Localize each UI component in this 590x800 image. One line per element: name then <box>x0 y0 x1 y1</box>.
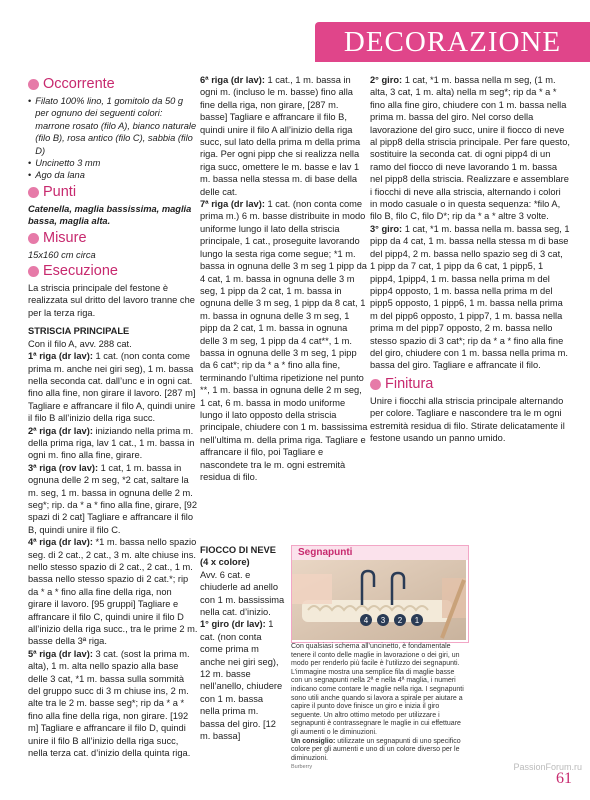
round-2: 2° giro: 1 cat, *1 m. bassa nella m seg, (1 m. alta, 3 cat, 1 m. alta) nella m seg*; rip da * a * fino alla fine giro, chiudere con 1 m. bassa nella prima m. bassa del giro. Nel corso della lavorazione del giro succ, unire il fiocco di neve al pipp8 della striscia principale. Per fare questo, sostituire la seconda cat. di ogni pipp4 di un ramo del fiocco di neve lavorando 1 m. bassa nel pipp8 della striscia. Realizzare e assemblare i fiocchi di neve alla striscia, alternando i colori in modo casuale o in questa sequenza: *filo A, filo B, filo C, filo D*; rip da * a * altre 3 volte. <box>370 75 570 222</box>
column-1 <box>28 74 198 760</box>
watermark-site: PassionForum.ru <box>513 762 582 772</box>
marker-number: 1 <box>414 616 420 625</box>
list-item: • Ago da lana <box>28 169 198 181</box>
row-5: 5ª riga (dr lav): 3 cat. (sost la prima m. alta), 1 m. alta nello spazio alla base delle 3 cat, *1 m. bassa sulla sommità del gruppo succ di 3 m chiuse ins, 2 m. alte tra le 2 m. basse seg*; rip da * a * fino alla fine della riga, non girare. [192 m] Tagliare e affrancare il filo D, quindi unire il filo B all’inizio della riga succ, nella terza cat. d’inizio della quinta riga. <box>28 648 191 759</box>
stitch-marker-photo <box>292 560 466 640</box>
subheading-striscia: STRISCIA PRINCIPALE <box>28 326 130 337</box>
heading-esecuzione: Esecuzione <box>28 263 198 280</box>
row-6: 6ª riga (dr lav): 1 cat., 1 m. bassa in ogni m. (incluso le m. basse) fino alla fine della riga, non girare, [287 m. basse] Tagliare e affrancare il filo B, quindi unire il filo A all’inizio della riga succ, sul lato della prima m della prima riga. Per ogni pipp che si realizza nella riga succ, omettere le m. basse e lav 1 m. bassa nella stessa m. di base della delle cat. <box>200 75 361 197</box>
marker-number: 2 <box>397 616 403 625</box>
heading-occorrente: Occorrente <box>28 76 198 93</box>
bullet-dot-icon <box>28 233 39 244</box>
heading-misure: Misure <box>28 230 198 247</box>
size-text: 15x160 cm circa <box>28 249 96 260</box>
stitch-marker-caption: Con qualsiasi schema all’uncinetto, è fondamentale tenere il conto delle maglie in lavorazione o dei giri, un modo per renderlo più facile è l’utilizzo dei segnapunti. L’immagine mostra una semplice fila di maglie basse con un segnapunti nella 2ª e nella 4ª maglia, i numeri indicano come contare le maglie nella riga. I segnapunti sono utili anche quando si lavora a spirale per aiutare a capire il punto dove finisce un giro e inizia il giro seguente. Un altro ottimo metodo per utilizzare i segnapunti è contrassegnare le maglie in cui effettuare gli aumenti o le diminuzioni. Un consiglio: utilizzate un segnapunti di uno specifico colore per gli aumenti e uno di un colore diverso per le diminuzioni. Burberry <box>291 643 467 772</box>
tip-text: Un consiglio: utilizzate un segnapunti di uno specifico colore per gli aumenti e uno di un colore diverso per le diminuzioni. <box>291 737 461 762</box>
row-4: 4ª riga (dr lav): *1 m. bassa nello spazio seg. di 2 cat., 2 cat., 3 m. alte chiuse ins. nello stesso spazio di 2 cat., 2 cat., 1 m. bassa nello stesso spazio di 2 cat.*; rip da * a * fino alla fine della riga, non girare il lavoro. [95 gruppi] Tagliare e affrancare il filo C, quindi unire il filo D all’inizio della riga succ., tra le prime 2 m. basse della 3ª riga. <box>28 537 198 647</box>
photo-credit: Burberry <box>291 764 313 771</box>
section-banner <box>315 22 590 62</box>
list-item: • Filato 100% lino, 1 gomitolo da 50 g per ognuno dei seguenti colori: marrone rosato (filo A), bianco naturale (filo B), rosa antico (filo C), sabbia (filo D) <box>28 95 198 157</box>
finishing-text: Unire i fiocchi alla striscia principale alternando per colore. Tagliare e nascondere tra le m ogni estremità residua di filo. Stirate delicatamente il festone usando un panno umido. <box>370 395 565 443</box>
heading-finitura: Finitura <box>370 376 570 393</box>
materials-list <box>28 95 198 182</box>
list-item: • Uncinetto 3 mm <box>28 157 198 169</box>
stitches-text: Catenella, maglia bassissima, maglia bassa, maglia alta. <box>28 203 192 227</box>
box-title: Segnapunti <box>292 546 468 560</box>
bullet-dot-icon <box>28 266 39 277</box>
marker-number: 4 <box>363 616 369 625</box>
bullet-dot-icon <box>28 79 39 90</box>
fiocco-start: Avv. 6 cat. e chiuderle ad anello con 1 m. bassissima nella cat. d’inizio. <box>200 569 285 618</box>
marker-number: 3 <box>380 616 386 625</box>
row-2: 2ª riga (dr lav): iniziando nella prima m. della prima riga, lav 1 cat., 1 m. bassa in ogni m. fino alla fine, girare. <box>28 425 195 461</box>
round-3: 3° giro: 1 cat, *1 m. bassa nella m. bassa seg, 1 pipp da 4 cat, 1 m. bassa nella stessa m di base del pipp4, 2 m. bassa nello spazio seg di 3 cat, 1 pipp da 7 cat, 1 pipp da 6 cat, 1 pipp5, 1 pipp4, 1pipp4, 1 m. bassa nella prima m del pipp4 opposto, 1 m. bassa nella prima m del pipp5 opposto, 1 pipp6, 1 m. bassa nella prima m del pipp6 opposto, 1 pipp7, 1 m. bassa nella prima m del pipp7 opposto, 2 m. bassa nello stesso spazio di 3 cat*; rip da * a * fino alla fine del giro, chiudere con 1 m. bassa nella prima m. bassa del giro. Tagliare e affrancate il filo. <box>370 223 570 371</box>
heading-punti: Punti <box>28 184 198 201</box>
bullet-dot-icon <box>370 379 381 390</box>
start-text: Con il filo A, avv. 288 cat. <box>28 338 132 349</box>
fiocco-subtitle: (4 x colore) <box>200 557 250 568</box>
row-7: 7ª riga (dr lav): 1 cat. (non conta come prima m.) 6 m. basse distribuite in modo uniforme lungo il lato della striscia principale, 1 cat., proseguite lavorando lungo la sesta riga come segue; *1 m. bassa in ognuna delle 3 m seg 1 pipp da 4 cat, 1 m. bassa in ognuna delle 3 m seg, 1 pipp da 2 cat, 1 m. bassa in ognuna delle 3 m seg, 1 pipp da 8 cat, 1 m. bassa in ognuna delle 3 m seg, 1 pipp da 2 cat, 1 m. bassa in ognuna delle 3 m seg, 1 pipp da 4 cat**, 1 m. bassa in ognuna delle 3 m seg, 1 pipp da 6 cat*; rip da * a * fino alla fine, terminando l’ultima ripetizione nel punto **, 1 m. bassa in ognuna delle 2 m seg, 1 cat, 6 m. bassa in modo uniforme lungo il lato opposto della striscia principale, chiudere con 1 m. bassissima nell’ultima m. della prima riga. Tagliare e affrancare il filo, poi Tagliare e nascondete tra le m. ogni estremità residua di filo. <box>200 199 368 482</box>
column-2-fiocco <box>200 544 285 743</box>
section-title: DECORAZIONE <box>343 25 562 58</box>
row-3: 3ª riga (rov lav): 1 cat, 1 m. bassa in ognuna delle 2 m seg, *2 cat, saltare la m. seg, 1 m. bassa in ognuna delle 2 m. seg*; rip. da * a * fino alla fine, girare, [92 spazi di 2 cat] Tagliare e affrancare il filo B, quindi unire il filo C. <box>28 462 197 535</box>
page-number: 61 <box>556 770 572 787</box>
fiocco-title: FIOCCO DI NEVE <box>200 545 276 555</box>
column-3 <box>370 74 570 444</box>
round-1: 1° giro (dr lav): 1 cat. (non conta come prima m anche nei giri seg), 12 m. basse nell’anello, chiudere con 1 m. bassa nella prima m. bassa del giro. [12 m. bassa] <box>200 619 283 742</box>
intro-text: La striscia principale del festone è realizzata sul dritto del lavoro tranne che per la terza riga. <box>28 283 195 318</box>
row-1: 1ª riga (dr lav): 1 cat. (non conta come prima m. anche nei giri seg), 1 m. bassa nella seconda cat. dall’unc e in ogni cat. fino alla fine, non girare il lavoro. [287 m] Tagliare e affrancare il filo A, quindi unire il filo B all’inizio della riga succ. <box>28 351 196 424</box>
bullet-dot-icon <box>28 187 39 198</box>
column-2 <box>200 74 368 483</box>
